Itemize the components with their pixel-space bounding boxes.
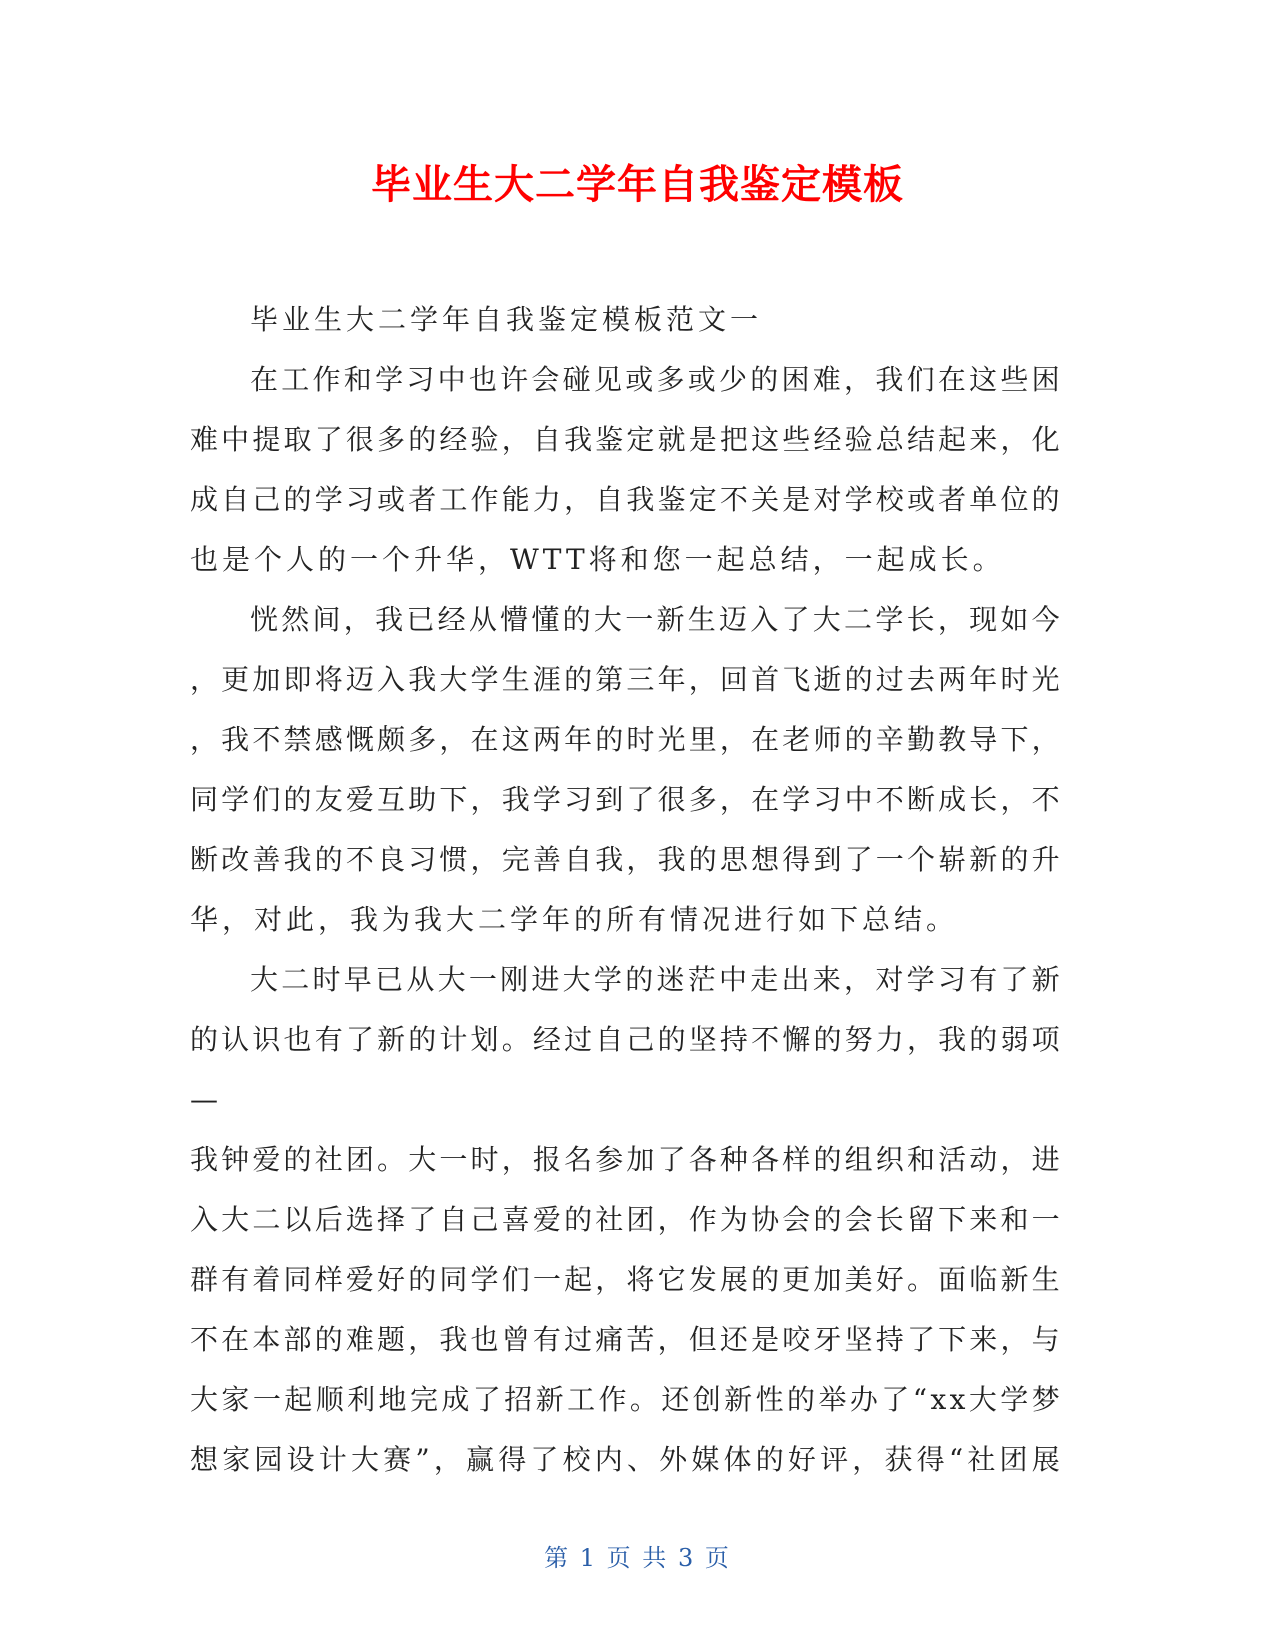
paragraph-line: 群 有 着 同 样 爱 好 的 同 学 们 一 起 ， 将 它 发 展 的 更 加 美 好 。 面 临 新 生 <box>190 1263 1060 1296</box>
paragraph-line: 想 家 园 设 计 大 赛 ” ， 赢 得 了 校 内 、 外 媒 体 的 好 评 ， 获 得 “ 社 团 展 <box>190 1443 1060 1476</box>
paragraph-line: 断 改 善 我 的 不 良 习 惯 ， 完 善 自 我 ， 我 的 思 想 得 到 了 一 个 崭 新 的 升 <box>190 843 1060 876</box>
paragraph-line: 大 二 时 早 已 从 大 一 刚 进 大 学 的 迷 茫 中 走 出 来 ， 对 学 习 有 了 新 <box>250 963 1060 996</box>
paragraph-line: 毕业生大二学年自我鉴定模板范文一 <box>250 303 763 336</box>
page-title: 毕业生大二学年自我鉴定模板 <box>371 162 904 208</box>
paragraph-line: 大 家 一 起 顺 利 地 完 成 了 招 新 工 作 。 还 创 新 性 的 举 办 了 “ x x 大 学 梦 <box>190 1383 1060 1416</box>
document-body <box>190 290 1060 1490</box>
paragraph-line: 华，对此，我为我大二学年的所有情况进行如下总结。 <box>190 903 959 936</box>
paragraph-line: 同 学 们 的 友 爱 互 助 下 ， 我 学 习 到 了 很 多 ， 在 学 习 中 不 断 成 长 ， 不 <box>190 783 1060 816</box>
paragraph-line: 不 在 本 部 的 难 题 ， 我 也 曾 有 过 痛 苦 ， 但 还 是 咬 牙 坚 持 了 下 来 ， 与 <box>190 1323 1060 1356</box>
paragraph-line: 难 中 提 取 了 很 多 的 经 验 ， 自 我 鉴 定 就 是 把 这 些 经 验 总 结 起 来 ， 化 <box>190 423 1060 456</box>
paragraph-line: 成 自 己 的 学 习 或 者 工 作 能 力 ， 自 我 鉴 定 不 关 是 对 学 校 或 者 单 位 的 <box>190 483 1060 516</box>
paragraph-line: 的 认 识 也 有 了 新 的 计 划 。 经 过 自 己 的 坚 持 不 懈 的 努 力 ， 我 的 弱 项 <box>190 1023 1060 1056</box>
paragraph-line: 恍 然 间 ， 我 已 经 从 懵 懂 的 大 一 新 生 迈 入 了 大 二 学 长 ， 现 如 今 <box>250 603 1060 636</box>
paragraph-line: — <box>190 1083 222 1116</box>
paragraph-line: 入 大 二 以 后 选 择 了 自 己 喜 爱 的 社 团 ， 作 为 协 会 的 会 长 留 下 来 和 一 <box>190 1203 1060 1236</box>
paragraph-line: ， 我 不 禁 感 慨 颇 多 ， 在 这 两 年 的 时 光 里 ， 在 老 师 的 辛 勤 教 导 下 ， <box>190 723 1060 756</box>
paragraph-line: 我 钟 爱 的 社 团 。 大 一 时 ， 报 名 参 加 了 各 种 各 样 的 组 织 和 活 动 ， 进 <box>190 1143 1060 1176</box>
paragraph-line: 在 工 作 和 学 习 中 也 许 会 碰 见 或 多 或 少 的 困 难 ， 我 们 在 这 些 困 <box>250 363 1060 396</box>
page-footer: 第 1 页 共 3 页 <box>544 1544 731 1572</box>
paragraph-line: 也是个人的一个升华，WTT将和您一起总结，一起成长。 <box>190 543 1005 576</box>
paragraph-line: ， 更 加 即 将 迈 入 我 大 学 生 涯 的 第 三 年 ， 回 首 飞 逝 的 过 去 两 年 时 光 <box>190 663 1060 696</box>
